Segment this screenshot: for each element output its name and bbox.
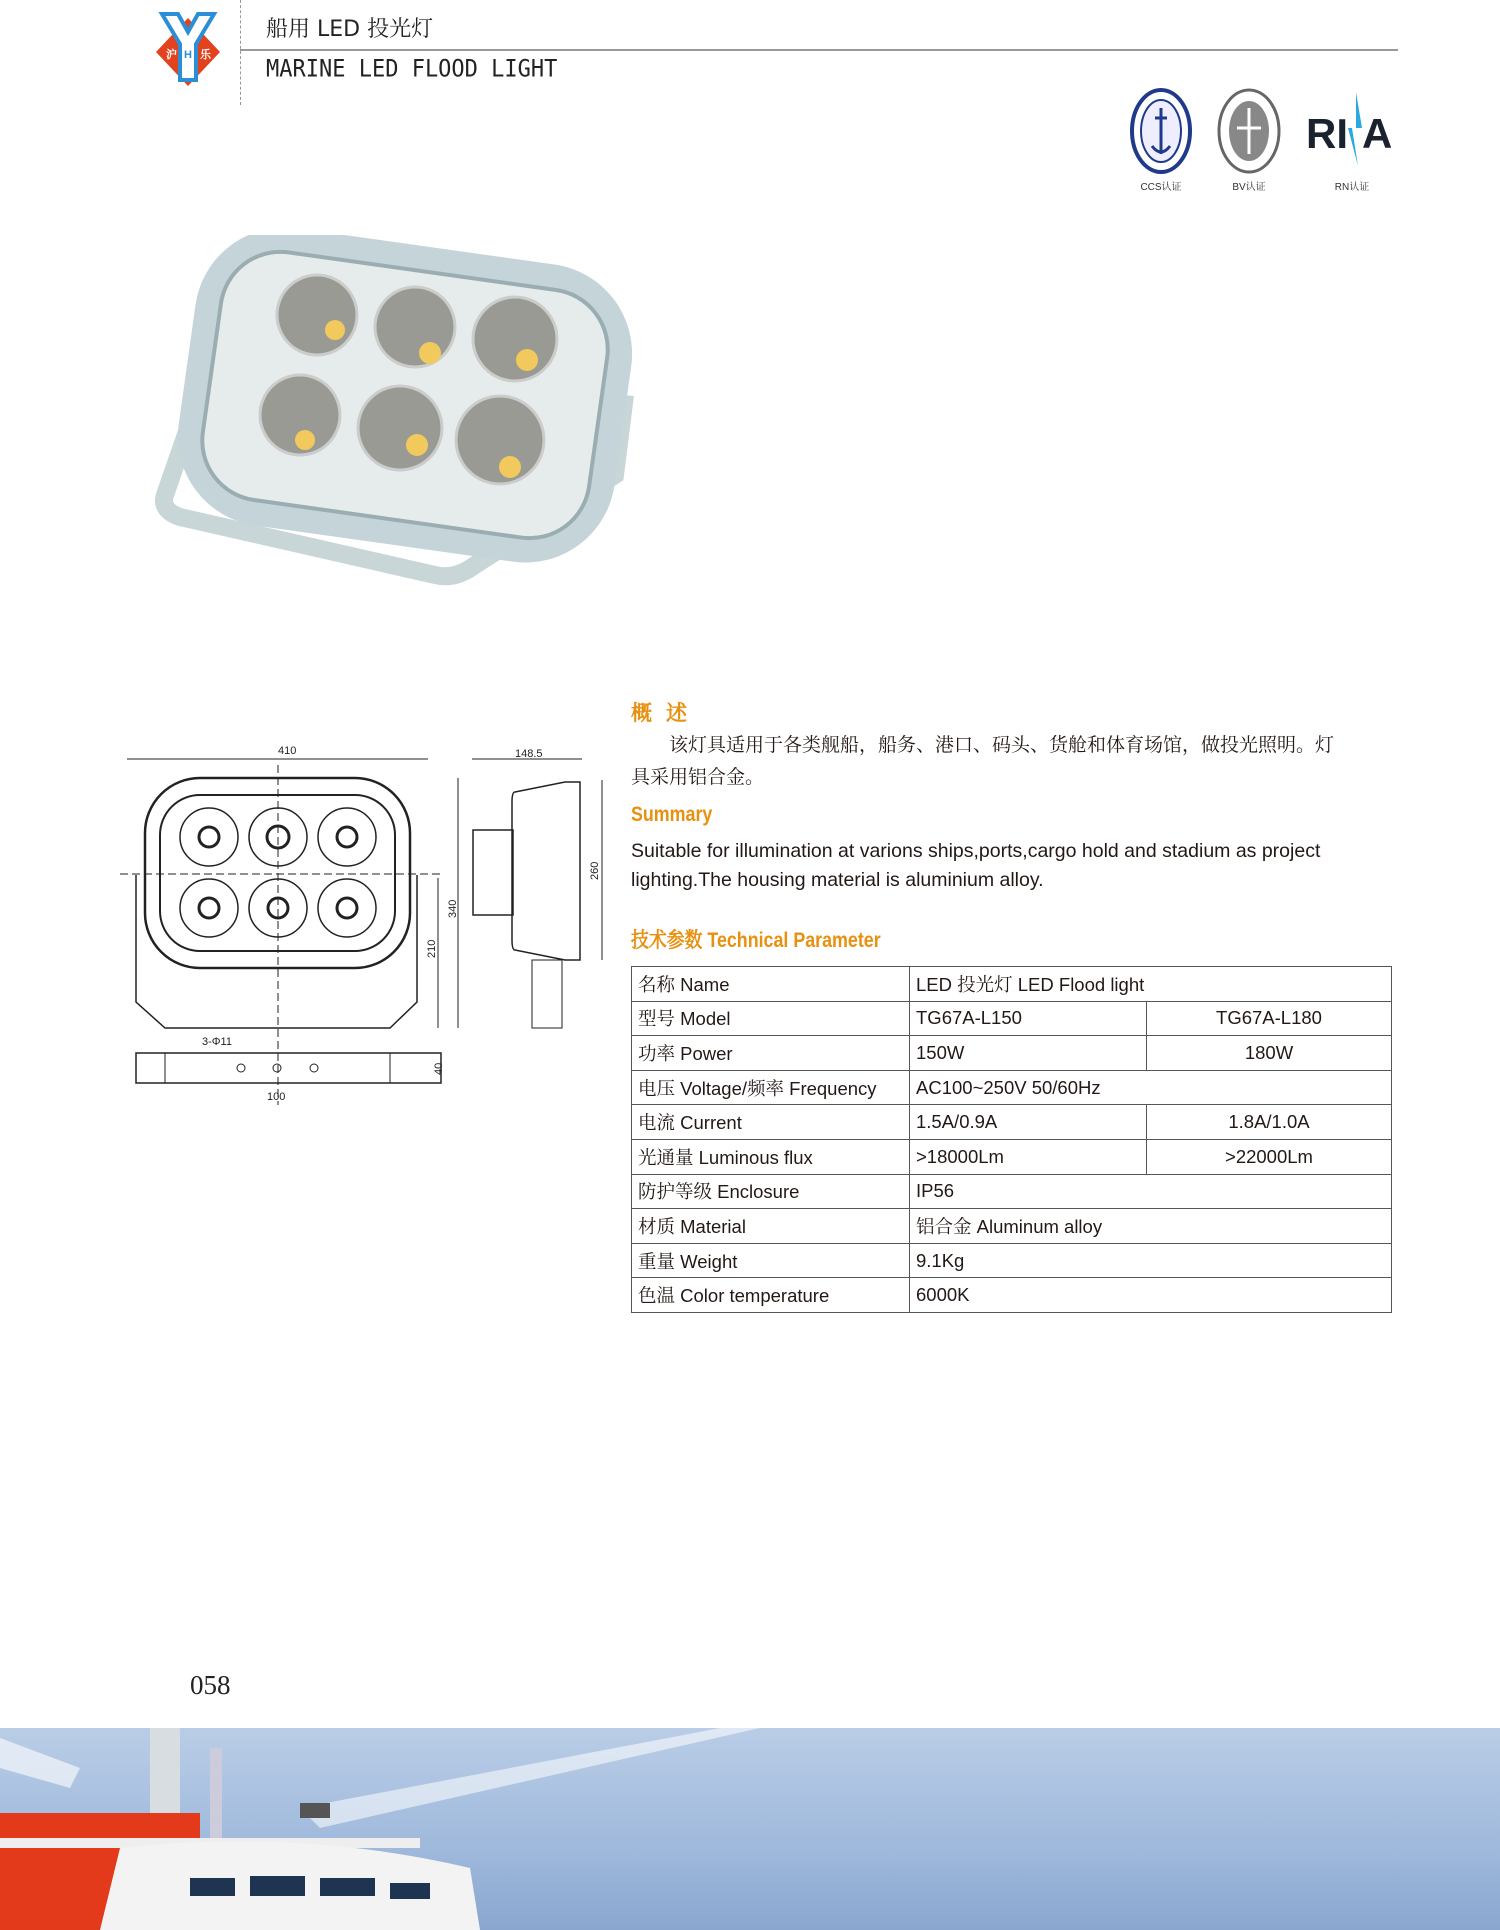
svg-text:260: 260 [589,861,601,880]
ship-banner-image [0,1728,1500,1930]
spec-value: 1.5A/0.9A [910,1105,1147,1140]
page-number: 058 [190,1670,231,1700]
spec-table [631,966,1392,1313]
spec-row [632,1278,1392,1313]
svg-text:340: 340 [447,899,459,918]
ccs-certification [1121,88,1201,193]
spec-row [632,1209,1392,1244]
svg-text:沪: 沪 [166,49,177,61]
spec-row [632,1001,1392,1036]
svg-text:RI: RI [1306,110,1348,157]
spec-label: 功率 Power [632,1036,910,1071]
company-logo [148,10,228,88]
spec-row [632,1036,1392,1071]
spec-label: 色温 Color temperature [632,1278,910,1313]
spec-row [632,1139,1392,1174]
spec-value-alt: TG67A-L180 [1147,1001,1392,1036]
svg-text:410: 410 [278,745,297,757]
spec-label: 电流 Current [632,1105,910,1140]
rina-certification [1302,88,1402,193]
bv-logo [1217,88,1281,174]
bv-certification [1209,88,1289,193]
spec-row [632,1070,1392,1105]
rina-logo [1304,88,1400,174]
dimension-drawing [120,730,620,1110]
svg-text:210: 210 [426,939,438,958]
spec-value: 9.1Kg [910,1243,1392,1278]
spec-value-alt: 1.8A/1.0A [1147,1105,1392,1140]
spec-value: 铝合金 Aluminum alloy [910,1209,1392,1244]
summary-text: Suitable for illumination at varions ships,ports,cargo hold and stadium as project lighting.The housing material is aluminium alloy. [631,840,1321,891]
spec-label: 重量 Weight [632,1243,910,1278]
overview-text: 该灯具适用于各类舰船，船务、港口、码头、货舱和体育场馆，做投光照明。灯具采用铝合金。 [631,734,1335,788]
svg-text:H: H [184,49,192,61]
spec-value: 150W [910,1036,1147,1071]
cert-label: BV认证 [1232,182,1266,193]
ccs-logo [1130,88,1192,174]
svg-text:40: 40 [433,1062,445,1075]
svg-text:乐: 乐 [200,49,211,61]
spec-value: >18000Lm [910,1139,1147,1174]
spec-label: 名称 Name [632,967,910,1002]
spec-label: 材质 Material [632,1209,910,1244]
svg-text:3-Φ11: 3-Φ11 [202,1036,232,1048]
spec-value: IP56 [910,1174,1392,1209]
cert-label: CCS认证 [1140,182,1182,193]
spec-label: 光通量 Luminous flux [632,1139,910,1174]
page-subtitle: MARINE LED FLOOD LIGHT [266,55,558,84]
spec-label: 电压 Voltage/频率 Frequency [632,1070,910,1105]
overview-heading: 概述 [631,702,701,725]
spec-value-alt: >22000Lm [1147,1139,1392,1174]
spec-row [632,967,1392,1002]
spec-row [632,1243,1392,1278]
svg-text:A: A [1362,110,1393,157]
spec-value: LED 投光灯 LED Flood light [910,967,1392,1002]
tech-param-heading: 技术参数 Technical Parameter [631,929,881,952]
spec-label: 防护等级 Enclosure [632,1174,910,1209]
product-photo [155,235,655,620]
svg-text:100: 100 [267,1091,286,1103]
spec-row [632,1105,1392,1140]
svg-text:148.5: 148.5 [515,748,543,760]
spec-value: AC100~250V 50/60Hz [910,1070,1392,1105]
spec-value-alt: 180W [1147,1036,1392,1071]
spec-value: TG67A-L150 [910,1001,1147,1036]
spec-row [632,1174,1392,1209]
spec-label: 型号 Model [632,1001,910,1036]
summary-heading: Summary [631,803,713,826]
header-divider [240,0,241,105]
spec-value: 6000K [910,1278,1392,1313]
header-rule [240,49,1398,51]
cert-label: RN认证 [1334,182,1370,193]
page-title: 船用 LED 投光灯 [266,17,434,42]
